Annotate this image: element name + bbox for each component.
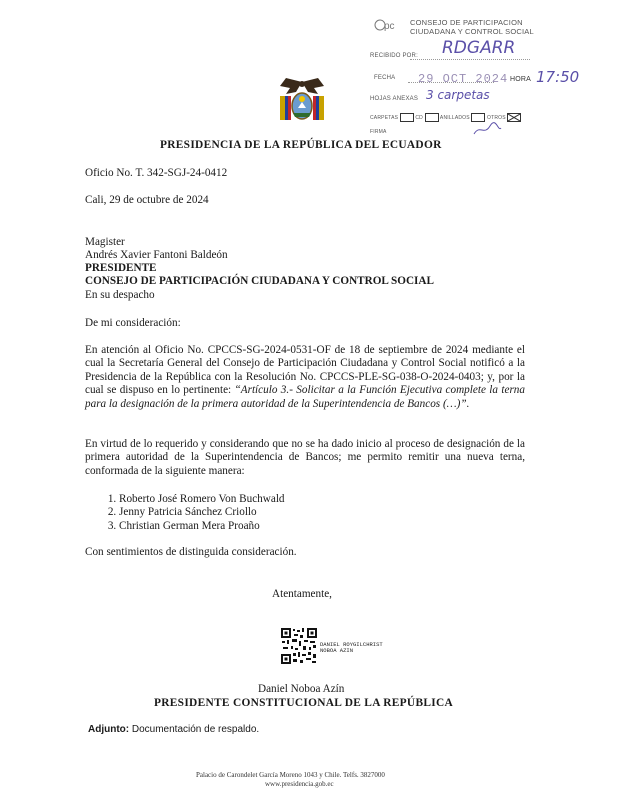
closing-sentence: Con sentimientos de distinguida consideración. [85, 546, 297, 558]
recipient-name: Andrés Xavier Fantoni Baldeón [85, 249, 228, 261]
otros-checkbox [507, 113, 521, 122]
stamp-hora-label: HORA [510, 76, 532, 83]
svg-text:pc: pc [384, 21, 395, 32]
stamp-cd-label: CD [415, 114, 423, 121]
coat-of-arms-icon [276, 76, 328, 124]
stamp-checkboxes [370, 113, 521, 122]
salutation: De mi consideración: [85, 317, 181, 329]
stamp-firma-label: FIRMA [370, 129, 387, 135]
stamp-otros-label: OTROS [486, 114, 506, 121]
signer-name: Daniel Noboa Azín [258, 683, 345, 695]
signer-title: PRESIDENTE CONSTITUCIONAL DE LA REPÚBLICA [154, 697, 454, 709]
closing: Atentamente, [272, 588, 332, 600]
stamp-recibido-label: RECIBIDO POR: [370, 53, 418, 59]
recipient-role: PRESIDENTE [85, 262, 157, 274]
candidate-list [85, 493, 485, 533]
qr-signer-line2: NOBOA AZIN [320, 647, 354, 654]
stamp-recibido-value: RDGARR [442, 38, 516, 58]
attachment-value: Documentación de respaldo. [131, 724, 260, 735]
paragraph-1-text: En atención al Oficio No. CPCCS-SG-2024-0531-OF de 18 de septiembre de 2024 mediante el cual la Secretaría General del Consejo de Participación Ciudadana y Control Social notificó a la Presidencia de la República con la Resolución No. CPCCS-PLE-SG-038-O-2024-0403; y, por la cual se dispuso en lo pertinente: [85, 344, 525, 397]
place-date: Cali, 29 de octubre de 2024 [85, 194, 209, 206]
cd-checkbox [425, 113, 439, 122]
stamp-signature-icon [472, 122, 502, 136]
stamp-hora-value: 17:50 [536, 68, 580, 86]
attachment-label: Adjunto: [88, 724, 130, 735]
list-item: 2. Jenny Patricia Sánchez Criollo [119, 506, 485, 519]
list-item: 3. Christian German Mera Proaño [119, 520, 485, 533]
stamp-hojas-value: 3 carpetas [426, 88, 490, 102]
paragraph-2: En virtud de lo requerido y considerando que no se ha dado inicio al proceso de designación de la primera autoridad de la Superintendencia de Bancos; me permito remitir una nueva terna, conformada de la siguiente manera: [85, 438, 525, 477]
footer-website: www.presidencia.gob.ec [265, 780, 334, 788]
office-number: Oficio No. T. 342-SGJ-24-0412 [85, 167, 228, 179]
qr-signer-caption [320, 642, 383, 654]
qr-signer-line1: DANIEL ROYGILCHRIST [320, 641, 383, 648]
recipient-org: CONSEJO DE PARTICIPACIÓN CIUDADANA Y CONTROL SOCIAL [85, 275, 434, 287]
stamp-hojas-label: HOJAS ANEXAS [370, 96, 419, 102]
institution-header: PRESIDENCIA DE LA REPÚBLICA DEL ECUADOR [160, 139, 442, 151]
anillados-checkbox [471, 113, 485, 122]
stamp-org-line1: CONSEJO DE PARTICIPACION [410, 18, 523, 27]
carpetas-checkbox [400, 113, 414, 122]
paragraph-1 [85, 344, 525, 411]
list-item: 1. Roberto José Romero Von Buchwald [119, 493, 485, 506]
cpccs-logo-icon [374, 18, 400, 32]
stamp-line [410, 59, 530, 60]
paragraph-1-quote: “Artículo 3.- Solicitar a la Función Ejecutiva complete la terna para la designación de la primera autoridad de la Superintendencia de Bancos (…)”. [85, 384, 525, 410]
stamp-fecha-label: FECHA [374, 75, 396, 81]
stamp-carpetas-label: CARPETAS [370, 114, 399, 121]
footer-address: Palacio de Carondelet García Moreno 1043 y Chile. Telfs. 3827000 [196, 771, 385, 779]
attachment-line [88, 724, 259, 735]
stamp-org-line2: CIUDADANA Y CONTROL SOCIAL [410, 27, 534, 36]
reception-stamp [370, 16, 580, 140]
stamp-anillados-label: ANILLADOS [439, 114, 470, 121]
recipient-title: Magister [85, 236, 125, 248]
stamp-fecha-value: 29 OCT 2024 [418, 72, 509, 86]
qr-code-icon [280, 627, 318, 665]
recipient-location: En su despacho [85, 289, 155, 301]
